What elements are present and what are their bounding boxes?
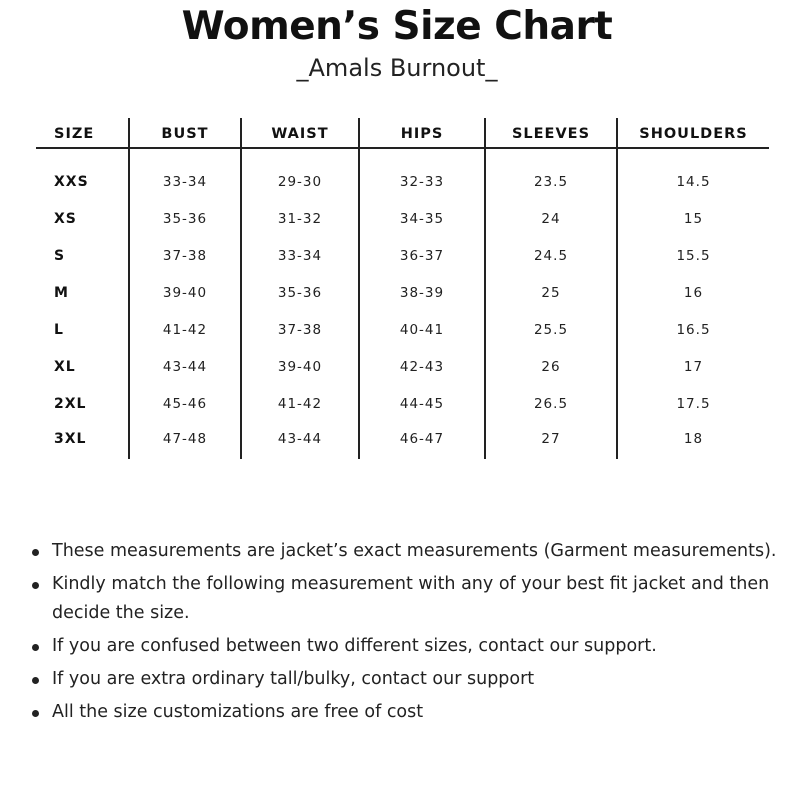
column-header-shoulders: SHOULDERS (617, 118, 769, 148)
shoulders-cell: 18 (617, 422, 769, 459)
size-cell: M (54, 284, 69, 301)
page-title: Women’s Size Chart (181, 4, 613, 49)
bullet-icon (32, 644, 39, 651)
table-row (36, 274, 769, 311)
size-cell: L (54, 321, 64, 338)
table-header-row (36, 118, 769, 148)
note-text: If you are confused between two different sizes, contact our support. (52, 636, 657, 656)
sleeves-cell: 27 (485, 422, 617, 459)
waist-cell: 31-32 (241, 200, 359, 237)
bust-cell: 41-42 (129, 311, 241, 348)
hips-cell: 36-37 (359, 237, 485, 274)
note-text: Kindly match the following measurement with any of your best fit jacket and then decide the size. (52, 574, 770, 623)
hips-cell: 32-33 (359, 148, 485, 200)
list-item (30, 632, 780, 661)
bust-cell: 35-36 (129, 200, 241, 237)
shoulders-cell: 15 (617, 200, 769, 237)
shoulders-cell: 14.5 (617, 148, 769, 200)
table-row (36, 311, 769, 348)
table-row (36, 348, 769, 385)
list-item (30, 698, 780, 727)
size-cell: XXS (54, 173, 89, 190)
column-header-hips: HIPS (359, 118, 485, 148)
bullet-icon (32, 710, 39, 717)
sleeves-cell: 25 (485, 274, 617, 311)
table-row (36, 200, 769, 237)
shoulders-cell: 15.5 (617, 237, 769, 274)
waist-cell: 41-42 (241, 385, 359, 422)
bust-cell: 39-40 (129, 274, 241, 311)
table-row (36, 422, 769, 459)
bust-cell: 43-44 (129, 348, 241, 385)
hips-cell: 44-45 (359, 385, 485, 422)
size-cell: XS (54, 210, 77, 227)
bust-cell: 33-34 (129, 148, 241, 200)
list-item (30, 665, 780, 694)
column-header-size: SIZE (36, 118, 129, 148)
hips-cell: 42-43 (359, 348, 485, 385)
column-header-sleeves: SLEEVES (485, 118, 617, 148)
page-subtitle: _Amals Burnout_ (296, 54, 498, 82)
size-cell: 3XL (54, 430, 87, 447)
table-row (36, 385, 769, 422)
shoulders-cell: 17.5 (617, 385, 769, 422)
shoulders-cell: 16 (617, 274, 769, 311)
bullet-icon (32, 677, 39, 684)
sleeves-cell: 24 (485, 200, 617, 237)
shoulders-cell: 16.5 (617, 311, 769, 348)
waist-cell: 43-44 (241, 422, 359, 459)
size-chart-table (36, 118, 769, 459)
sleeves-cell: 25.5 (485, 311, 617, 348)
waist-cell: 37-38 (241, 311, 359, 348)
shoulders-cell: 17 (617, 348, 769, 385)
sleeves-cell: 26.5 (485, 385, 617, 422)
waist-cell: 33-34 (241, 237, 359, 274)
hips-cell: 34-35 (359, 200, 485, 237)
list-item (30, 537, 780, 566)
column-header-waist: WAIST (241, 118, 359, 148)
table-row (36, 148, 769, 200)
waist-cell: 39-40 (241, 348, 359, 385)
bullet-icon (32, 549, 39, 556)
waist-cell: 29-30 (241, 148, 359, 200)
bust-cell: 45-46 (129, 385, 241, 422)
bust-cell: 37-38 (129, 237, 241, 274)
note-text: These measurements are jacket’s exact measurements (Garment measurements). (52, 541, 777, 561)
column-header-bust: BUST (129, 118, 241, 148)
sleeves-cell: 23.5 (485, 148, 617, 200)
size-cell: 2XL (54, 395, 87, 412)
note-text: If you are extra ordinary tall/bulky, contact our support (52, 669, 535, 689)
note-text: All the size customizations are free of cost (52, 702, 424, 722)
hips-cell: 46-47 (359, 422, 485, 459)
table-row (36, 237, 769, 274)
hips-cell: 40-41 (359, 311, 485, 348)
sleeves-cell: 24.5 (485, 237, 617, 274)
size-cell: XL (54, 358, 76, 375)
notes-list (30, 537, 780, 731)
size-cell: S (54, 247, 66, 264)
sleeves-cell: 26 (485, 348, 617, 385)
bullet-icon (32, 582, 39, 589)
hips-cell: 38-39 (359, 274, 485, 311)
waist-cell: 35-36 (241, 274, 359, 311)
list-item (30, 570, 780, 628)
bust-cell: 47-48 (129, 422, 241, 459)
